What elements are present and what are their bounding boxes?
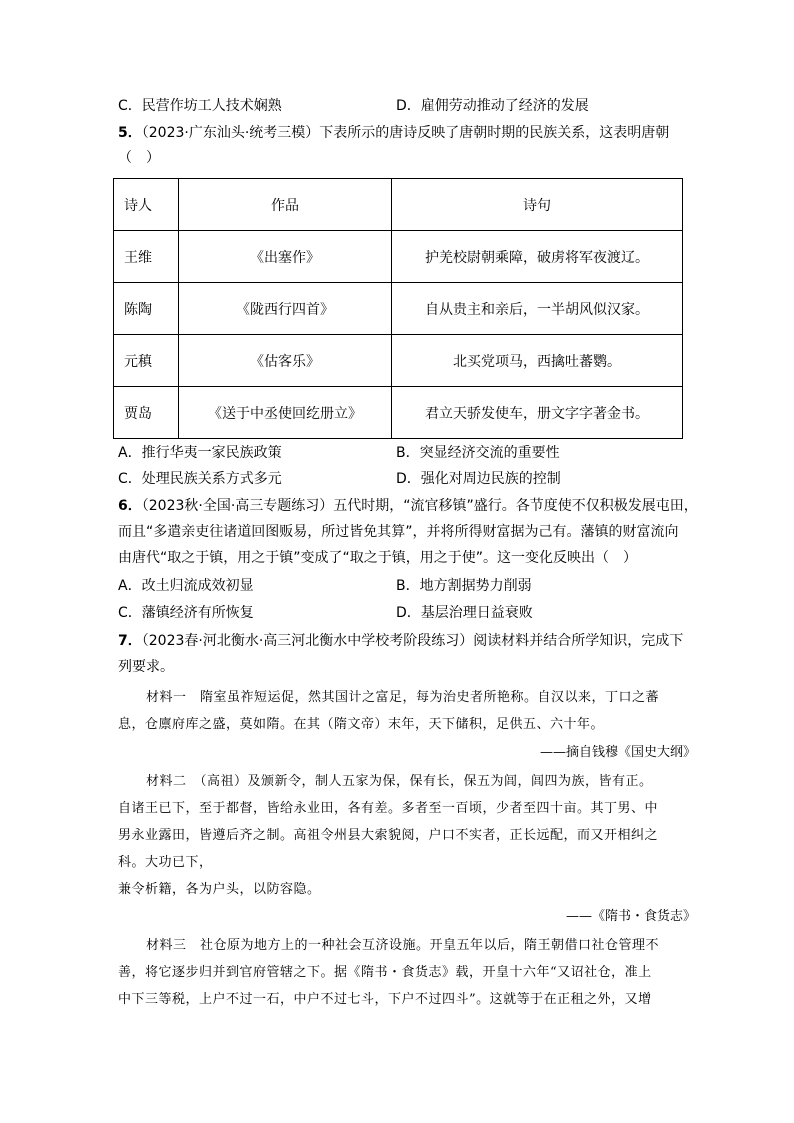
q7-source: （2023春·河北衡水·高三河北衡水中学校考阶段练习） xyxy=(141,633,474,649)
q4-option-d: D．雇佣劳动推动了经济的发展 xyxy=(396,98,589,114)
cell-poet: 元稹 xyxy=(114,335,179,387)
cell-work: 《出塞作》 xyxy=(179,231,392,283)
q5-option-a: A．推行华夷一家民族政策 xyxy=(118,445,282,461)
material-3 xyxy=(118,932,690,1013)
cell-poet: 贾岛 xyxy=(114,387,179,439)
material-2-line4: 科。大功已下， xyxy=(118,855,213,870)
table-row xyxy=(114,231,683,283)
q6-number: 6． xyxy=(118,498,142,514)
q6-stem-line2: 而且“多遣亲吏往诸道回图贩易，所过皆免其算”，并将所得财富据为己有。藩镇的财富流向 xyxy=(118,524,679,540)
table-row xyxy=(114,335,683,387)
material-2-citation: ——《隋书・食货志》 xyxy=(565,909,696,924)
material-2-line5: 兼令析籍，各为户头，以防容隐。 xyxy=(118,882,321,897)
q5-stem-text: 下表所示的唐诗反映了唐朝时期的民族关系，这表明唐朝 xyxy=(319,125,670,141)
table-row xyxy=(114,283,683,335)
q6-option-c: C．藩镇经济有所恢复 xyxy=(118,605,254,621)
material-3-line3: 中下三等税，上户不过一石，中户不过七斗，下户不过四斗”。这就等于在正租之外，又增 xyxy=(118,992,652,1007)
q5-stem xyxy=(118,122,669,144)
material-3-line1: 材料三 社仓原为地方上的一种社会互济设施。开皇五年以后，隋王朝借口社仓管理不 xyxy=(146,938,660,953)
cell-poet: 王维 xyxy=(114,231,179,283)
q5-option-c: C．处理民族关系方式多元 xyxy=(118,471,282,487)
q6-option-d: D．基层治理日益衰败 xyxy=(396,605,533,621)
table-header-row xyxy=(114,179,683,231)
table-row xyxy=(114,387,683,439)
cell-verse: 北买党项马，西擒吐蕃鹦。 xyxy=(392,335,683,387)
q7-stem-text: 阅读材料并结合所学知识，完成下 xyxy=(473,633,684,649)
q6-option-a: A．改土归流成效初显 xyxy=(118,578,254,594)
cell-verse: 君立天骄发使车，册文字字著金书。 xyxy=(392,387,683,439)
q6-source: （2023秋·全国·高三专题练习） xyxy=(141,498,334,514)
q6-stem-text: 五代时期，“流官移镇”盛行。各节度使不仅积极发展屯田， xyxy=(333,498,698,514)
material-1-citation: ——摘自钱穆《国史大纲》 xyxy=(539,745,696,760)
q5-number: 5． xyxy=(118,125,142,141)
header-verse: 诗句 xyxy=(392,179,683,231)
material-1-line2: 息，仓廪府库之盛，莫如隋。在其（隋文帝）末年，天下储积，足供五、六十年。 xyxy=(118,717,605,732)
material-2 xyxy=(118,768,690,903)
q7-stem xyxy=(118,630,683,652)
material-2-line3: 男永业露田，皆遵后齐之制。高祖令州县大索貌阅，户口不实者，正长远配，而又开相纠之 xyxy=(118,828,659,843)
header-poet: 诗人 xyxy=(114,179,179,231)
cell-verse: 自从贵主和亲后，一半胡风似汉家。 xyxy=(392,283,683,335)
material-3-line2: 善，将它逐步归并到官府管辖之下。据《隋书・食货志》载，开皇十六年“又诏社仓，准上 xyxy=(118,965,652,980)
q4-option-c: C．民营作坊工人技术娴熟 xyxy=(118,98,282,114)
q5-poem-table xyxy=(113,178,683,439)
material-2-line2: 自诸王已下，至于都督，皆给永业田，各有差。多者至一百顷，少者至四十亩。其丁男、中 xyxy=(118,801,659,816)
q7-stem-line2: 列要求。 xyxy=(118,659,174,675)
cell-work: 《送于中丞使回纥册立》 xyxy=(179,387,392,439)
q7-number: 7． xyxy=(118,633,142,649)
q5-stem-blank: （ ） xyxy=(118,150,160,166)
material-2-line1: 材料二 （高祖）及颁新令，制人五家为保，保有长，保五为闾，闾四为族，皆有正。 xyxy=(146,774,653,789)
material-1-line1: 材料一 隋室虽祚短运促，然其国计之富足，每为治史者所艳称。自汉以来，丁口之蕃 xyxy=(146,690,660,705)
cell-verse: 护羌校尉朝乘障，破虏将军夜渡辽。 xyxy=(392,231,683,283)
q5-option-b: B．突显经济交流的重要性 xyxy=(396,445,560,461)
q5-source: （2023·广东汕头·统考三模） xyxy=(141,125,320,141)
q5-option-d: D．强化对周边民族的控制 xyxy=(396,471,561,487)
q6-stem xyxy=(118,495,698,517)
q6-option-b: B．地方割据势力削弱 xyxy=(396,578,532,594)
q6-stem-line3: 由唐代“取之于镇，用之于镇”变成了“取之于镇，用之于使”。这一变化反映出（ ） xyxy=(118,550,638,566)
cell-work: 《陇西行四首》 xyxy=(179,283,392,335)
cell-work: 《估客乐》 xyxy=(179,335,392,387)
material-1 xyxy=(118,684,690,738)
cell-poet: 陈陶 xyxy=(114,283,179,335)
header-work: 作品 xyxy=(179,179,392,231)
